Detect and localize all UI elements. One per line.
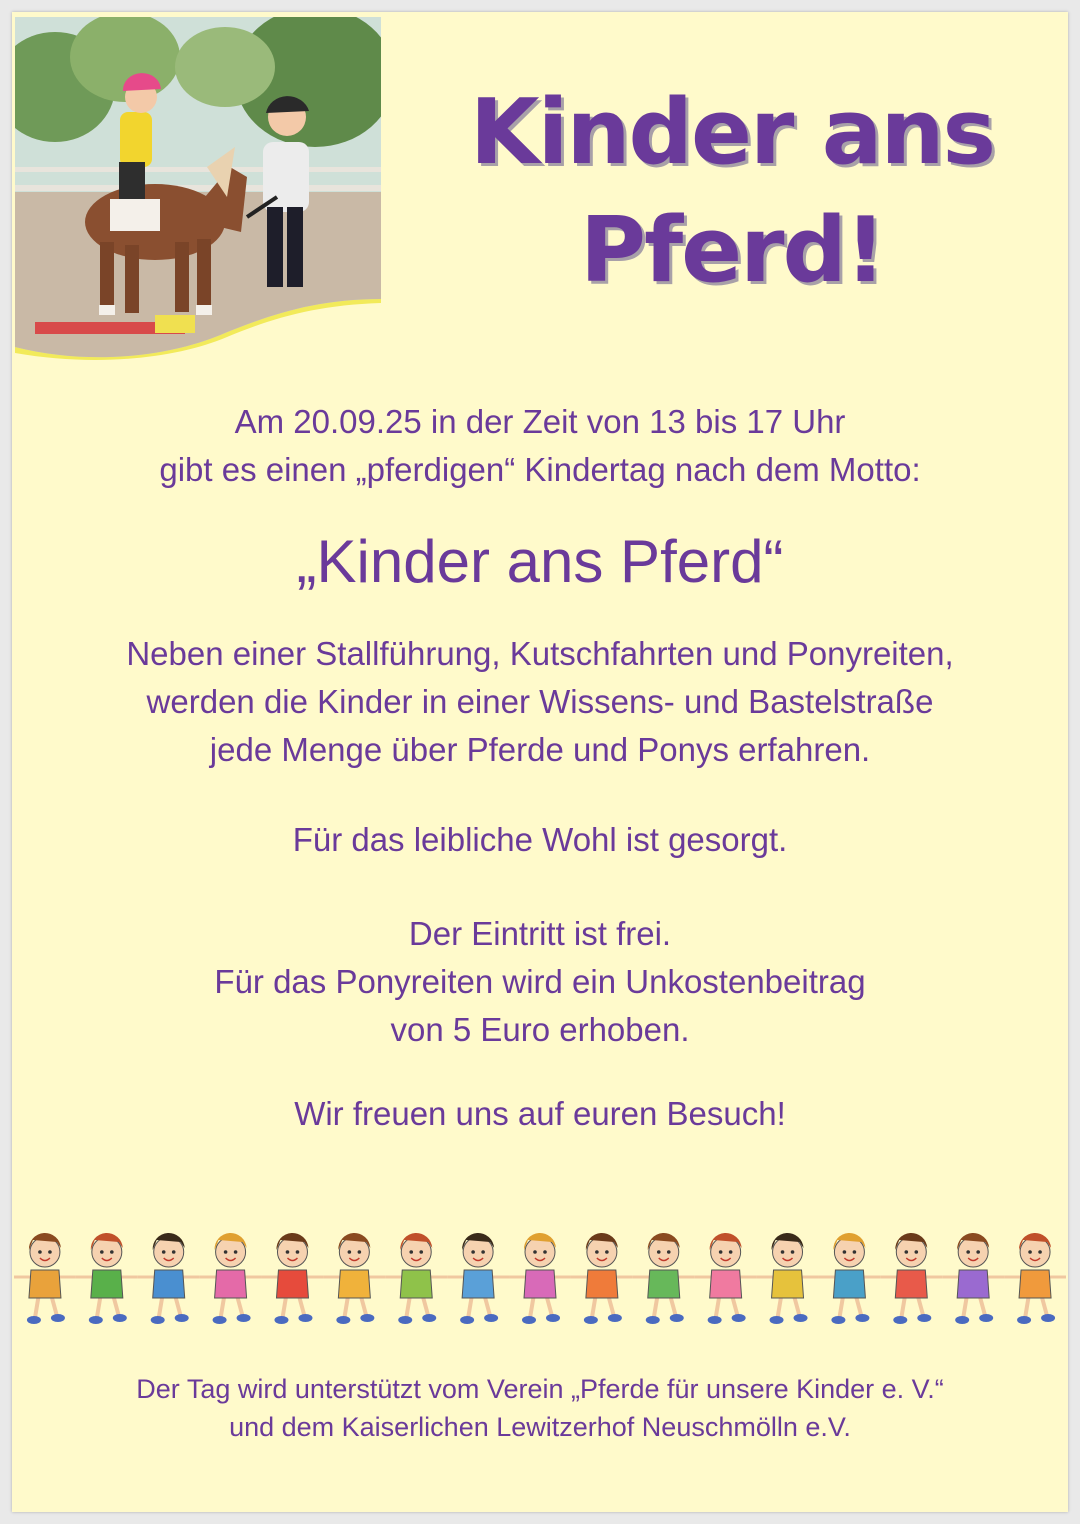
sponsor-line-2: und dem Kaiserlichen Lewitzerhof Neuschmölln e.V.	[229, 1412, 851, 1442]
event-description	[12, 630, 1068, 774]
food-note: Für das leibliche Wohl ist gesorgt.	[292, 821, 788, 858]
event-intro	[12, 398, 1068, 494]
cartoon-child	[385, 1233, 447, 1324]
cartoon-child	[200, 1233, 262, 1324]
sponsor-note	[12, 1370, 1068, 1446]
cartoon-child	[880, 1233, 942, 1324]
sponsor-line-1: Der Tag wird unterstützt vom Verein „Pferde für unsere Kinder e. V.“	[136, 1374, 944, 1404]
cartoon-child	[14, 1233, 76, 1324]
children-illustration-row	[14, 1222, 1066, 1332]
motto: „Kinder ans Pferd“	[296, 528, 784, 595]
entry-line-1: Der Eintritt ist frei.	[408, 915, 672, 952]
flyer-page	[12, 12, 1068, 1512]
cartoon-child	[262, 1233, 324, 1324]
intro-line-2: gibt es einen „pferdigen“ Kindertag nach dem Motto:	[159, 451, 921, 488]
entry-line-2: Für das Ponyreiten wird ein Unkostenbeitrag	[214, 963, 866, 1000]
cartoon-child	[571, 1233, 633, 1324]
cartoon-child	[447, 1233, 509, 1324]
cartoon-child	[1004, 1233, 1066, 1324]
cartoon-child	[323, 1233, 385, 1324]
cartoon-child	[76, 1233, 138, 1324]
description-line-3: jede Menge über Pferde und Ponys erfahren.	[209, 731, 871, 768]
entry-line-3: von 5 Euro erhoben.	[390, 1011, 690, 1048]
welcome-message: Wir freuen uns auf euren Besuch!	[294, 1095, 786, 1132]
cartoon-child	[509, 1233, 571, 1324]
cartoon-child	[818, 1233, 880, 1324]
cartoon-child	[757, 1233, 819, 1324]
cartoon-child	[138, 1233, 200, 1324]
headline-line-2: Pferd!	[579, 198, 884, 303]
headline-line-1: Kinder ans	[469, 80, 995, 185]
entry-info	[12, 910, 1068, 1054]
headline	[412, 74, 1052, 310]
cartoon-child	[695, 1233, 757, 1324]
pony-riding-photo	[15, 17, 381, 361]
cartoon-child	[942, 1233, 1004, 1324]
cartoon-child	[633, 1233, 695, 1324]
description-line-2: werden die Kinder in einer Wissens- und Bastelstraße	[146, 683, 934, 720]
description-line-1: Neben einer Stallführung, Kutschfahrten und Ponyreiten,	[126, 635, 954, 672]
intro-line-1: Am 20.09.25 in der Zeit von 13 bis 17 Uhr	[234, 403, 846, 440]
